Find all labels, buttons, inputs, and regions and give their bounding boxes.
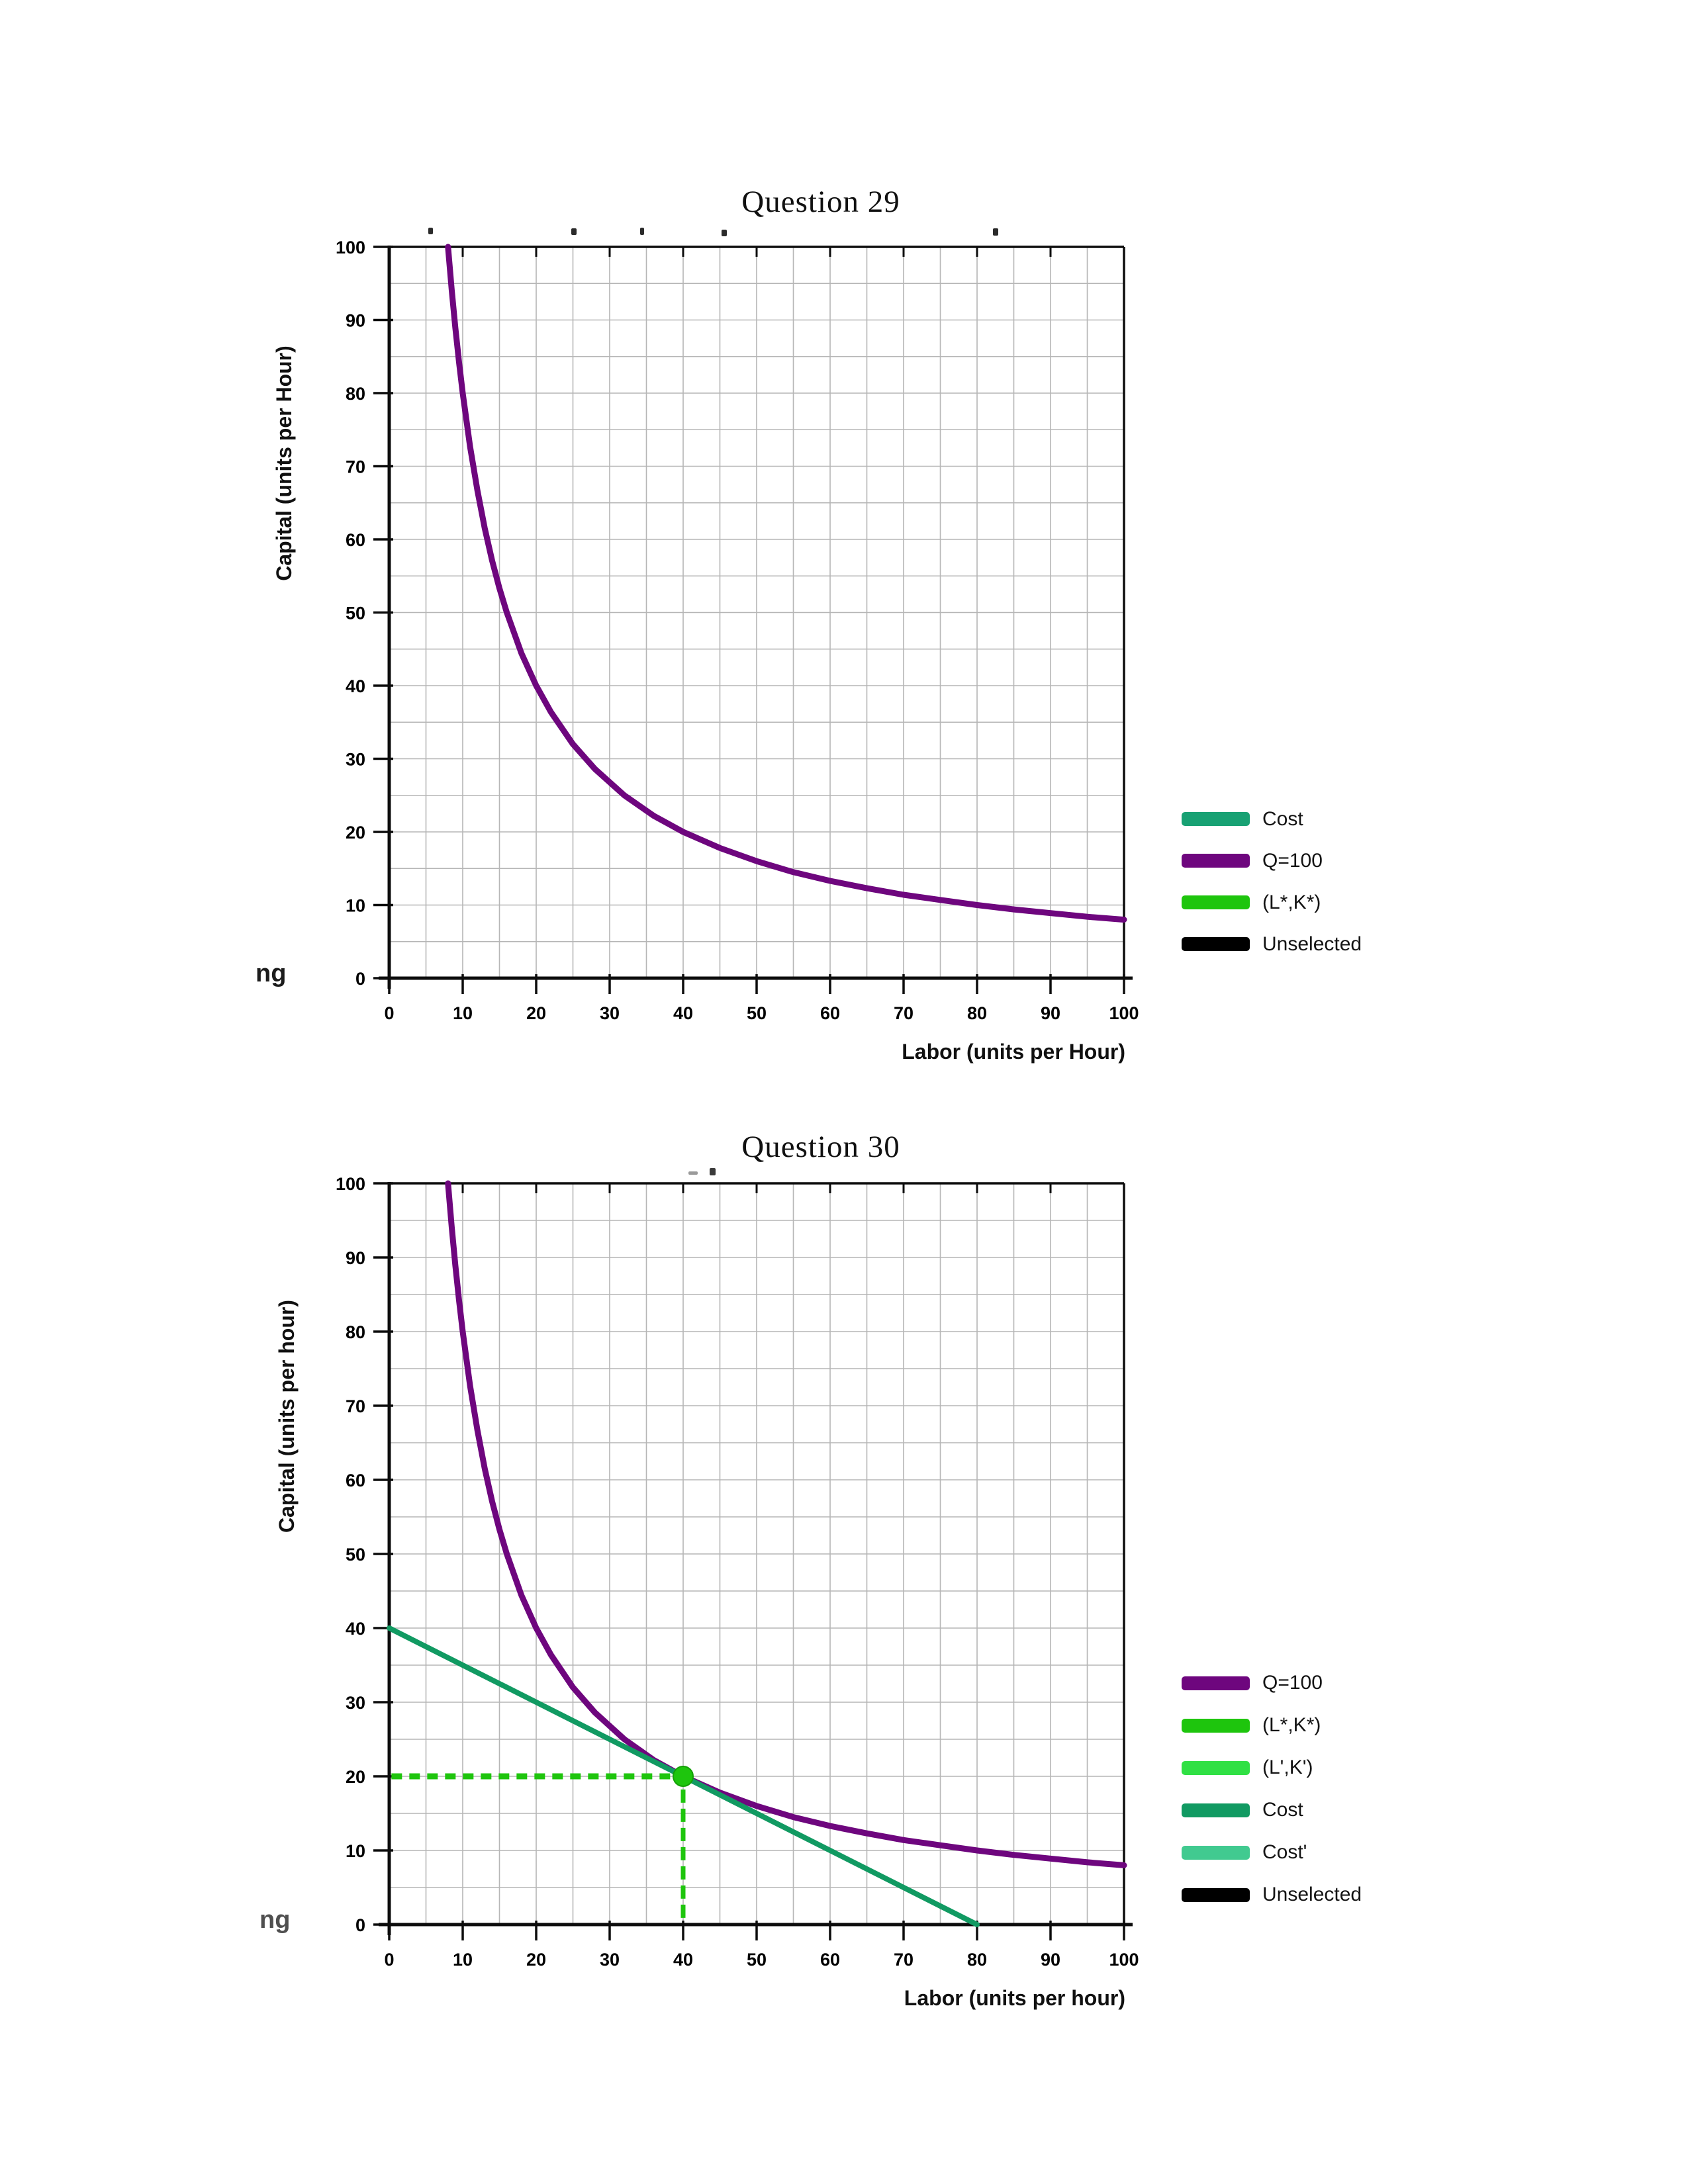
question-29-legend [1182, 798, 1362, 965]
y-tick-label: 0 [355, 969, 365, 989]
x-tick-label: 30 [599, 1950, 620, 1970]
y-tick-label: 10 [345, 1841, 365, 1861]
stray-mark [640, 228, 644, 235]
x-tick-label: 40 [673, 1950, 694, 1970]
legend-item--l-k-[interactable] [1182, 882, 1362, 923]
legend-label: Cost [1262, 807, 1303, 830]
legend-item-unselected[interactable] [1182, 923, 1362, 965]
legend-swatch [1182, 1846, 1250, 1860]
series-q-100[interactable] [448, 1183, 1124, 1865]
x-tick-label: 40 [673, 1003, 694, 1023]
y-axis-title: Capital (units per Hour) [272, 345, 296, 581]
legend-label: Unselected [1262, 1884, 1362, 1905]
series-q-100[interactable] [448, 247, 1124, 920]
question-30-plot [275, 1174, 1139, 2010]
x-axis-title: Labor (units per hour) [904, 1986, 1125, 2010]
grid [389, 247, 1124, 978]
legend-item-cost-[interactable] [1182, 1831, 1362, 1874]
x-axis-title: Labor (units per Hour) [902, 1040, 1125, 1064]
stray-mark [428, 228, 433, 234]
legend-label: Cost' [1262, 1841, 1307, 1863]
y-tick-label: 50 [345, 1545, 365, 1565]
y-tick-label: 60 [345, 530, 365, 550]
y-tick-label: 10 [345, 895, 365, 916]
y-tick-label: 70 [345, 1396, 365, 1416]
x-tick-label: 20 [526, 1003, 547, 1023]
x-tick-label: 30 [599, 1003, 620, 1023]
question-29-title: Question 29 [741, 185, 900, 219]
question-30-title: Question 30 [741, 1130, 900, 1164]
legend-item-unselected[interactable] [1182, 1874, 1362, 1916]
cropped-text-fragment: ng [259, 1906, 291, 1934]
x-tick-label: 100 [1109, 1003, 1139, 1023]
legend-item-cost[interactable] [1182, 1789, 1362, 1831]
y-tick-label: 100 [335, 238, 365, 257]
x-tick-label: 60 [820, 1950, 841, 1970]
legend-swatch [1182, 1676, 1250, 1690]
stray-mark [993, 228, 998, 236]
legend-swatch [1182, 1803, 1250, 1817]
y-axis-title: Capital (units per hour) [275, 1300, 299, 1533]
legend-swatch [1182, 1761, 1250, 1775]
optimum-point[interactable] [673, 1766, 693, 1786]
legend-item--l-k-[interactable] [1182, 1747, 1362, 1789]
y-tick-label: 0 [355, 1915, 365, 1935]
y-tick-label: 30 [345, 749, 365, 770]
y-tick-label: 40 [345, 676, 365, 696]
legend-swatch [1182, 1888, 1250, 1902]
x-tick-label: 10 [452, 1003, 473, 1023]
x-tick-label: 90 [1040, 1003, 1061, 1023]
legend-swatch [1182, 854, 1250, 868]
question-29-plot [272, 238, 1139, 1064]
y-tick-label: 90 [345, 1248, 365, 1268]
y-tick-label: 70 [345, 457, 365, 477]
y-tick-label: 50 [345, 603, 365, 623]
stray-mark [688, 1171, 698, 1175]
y-tick-label: 80 [345, 384, 365, 404]
x-tick-label: 80 [966, 1003, 988, 1023]
x-tick-label: 80 [966, 1950, 988, 1970]
legend-label: (L*,K*) [1262, 1714, 1321, 1736]
legend-label: Q=100 [1262, 849, 1323, 872]
stray-mark [710, 1168, 716, 1175]
legend-swatch [1182, 895, 1250, 909]
cropped-text-fragment: ng [256, 960, 287, 987]
legend-label: Unselected [1262, 933, 1362, 955]
stray-mark [571, 228, 577, 235]
x-tick-label: 70 [893, 1003, 914, 1023]
legend-item-q-100[interactable] [1182, 1662, 1362, 1704]
question-30-legend [1182, 1662, 1362, 1916]
x-tick-label: 50 [746, 1950, 767, 1970]
y-tick-label: 60 [345, 1471, 365, 1490]
legend-label: Q=100 [1262, 1672, 1323, 1694]
y-tick-label: 30 [345, 1693, 365, 1713]
legend-label: (L*,K*) [1262, 891, 1321, 913]
y-tick-label: 40 [345, 1619, 365, 1639]
stray-mark [722, 230, 727, 236]
x-tick-label: 0 [384, 1950, 395, 1970]
legend-label: Cost [1262, 1799, 1303, 1821]
x-tick-label: 90 [1040, 1950, 1061, 1970]
legend-swatch [1182, 937, 1250, 951]
y-tick-label: 100 [335, 1174, 365, 1194]
legend-item--l-k-[interactable] [1182, 1704, 1362, 1747]
legend-item-q-100[interactable] [1182, 840, 1362, 882]
legend-swatch [1182, 812, 1250, 826]
x-tick-label: 20 [526, 1950, 547, 1970]
x-tick-label: 50 [746, 1003, 767, 1023]
y-tick-label: 20 [345, 823, 365, 842]
y-tick-label: 80 [345, 1322, 365, 1342]
y-tick-label: 90 [345, 310, 365, 331]
x-tick-label: 60 [820, 1003, 841, 1023]
x-tick-label: 70 [893, 1950, 914, 1970]
x-tick-label: 0 [384, 1003, 395, 1023]
legend-swatch [1182, 1719, 1250, 1733]
x-tick-label: 10 [452, 1950, 473, 1970]
y-tick-label: 20 [345, 1767, 365, 1787]
legend-label: (L',K') [1262, 1756, 1313, 1778]
legend-item-cost[interactable] [1182, 798, 1362, 840]
x-tick-label: 100 [1109, 1950, 1139, 1970]
